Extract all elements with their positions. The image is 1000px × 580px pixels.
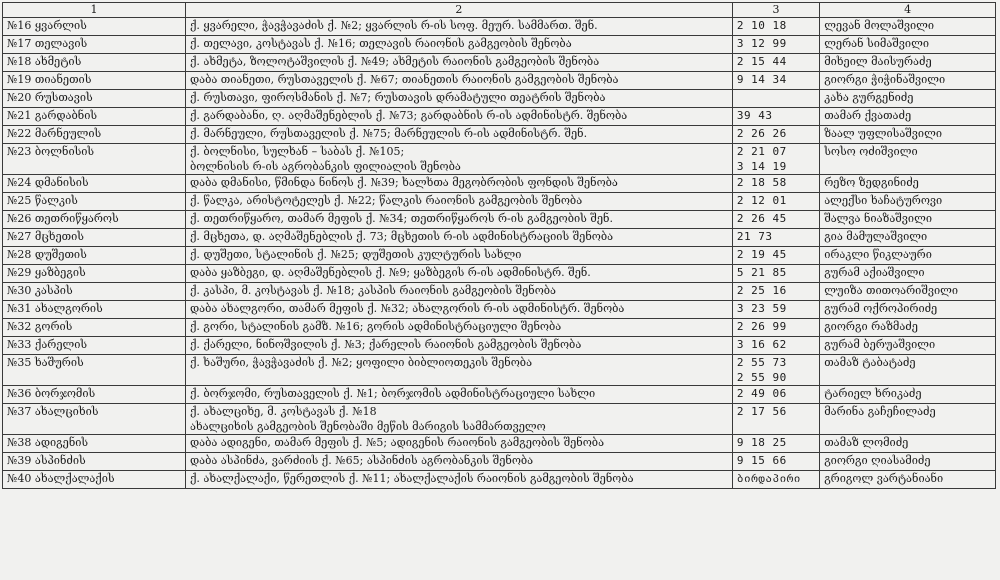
district-cell: №27 მცხეთის [3, 229, 186, 247]
chairperson-cell: გიორგი რაზმაძე [820, 319, 996, 337]
chairperson-cell: თამაზ ტაბატაძე [820, 355, 996, 386]
district-cell: №33 ქარელის [3, 337, 186, 355]
chairperson-cell: გრიგოლ ვარტანიანი [820, 471, 996, 489]
district-cell: №39 ასპინძის [3, 453, 186, 471]
address-cell [185, 247, 732, 265]
phone-cell [732, 36, 819, 54]
phone-number: 2 17 56 [736, 405, 787, 418]
phone-number: 39 43 [736, 109, 773, 122]
phone-number: 3 14 19 [736, 160, 787, 173]
district-cell: №21 გარდაბნის [3, 108, 186, 126]
district-cell: №23 ბოლნისის [3, 144, 186, 175]
address-line: ქ. წალკა, არისტოტელეს ქ. №22; წალკის რაიონის გამგეობის შენობა [189, 194, 583, 207]
phone-cell [732, 247, 819, 265]
phone-number: 9 15 66 [736, 454, 787, 467]
table-row [3, 265, 996, 283]
chairperson-cell: რეზო ზედგინიძე [820, 175, 996, 193]
chairperson-cell: გურამ ოქროპირიძე [820, 301, 996, 319]
chairperson-cell: შალვა ნიაზაშვილი [820, 211, 996, 229]
table-row [3, 36, 996, 54]
phone-cell [732, 355, 819, 386]
phone-number: 2 18 58 [736, 176, 787, 189]
chairperson-cell: გიორგი ღიასამიძე [820, 453, 996, 471]
address-line: ქ. ახალციხე, მ. კოსტავას ქ. №18 [189, 405, 377, 418]
table-row [3, 229, 996, 247]
address-cell [185, 229, 732, 247]
table-row [3, 108, 996, 126]
phone-cell [732, 435, 819, 453]
address-line: ქ. მარნეული, რუსთაველის ქ. №75; მარნეულის რ-ის ადმინისტრ. შენ. [189, 127, 588, 140]
phone-number: 3 12 99 [736, 37, 787, 50]
chairperson-cell: კახა გურგენიძე [820, 90, 996, 108]
district-cell: №24 დმანისის [3, 175, 186, 193]
phone-cell [732, 453, 819, 471]
phone-cell [732, 337, 819, 355]
district-cell: №36 ბორჯომის [3, 386, 186, 404]
column-header: 2 [185, 3, 732, 18]
table-row [3, 435, 996, 453]
address-line: ქ. გარდაბანი, ღ. აღმაშენებლის ქ. №73; გარდაბნის რ-ის ადმინისტრ. შენობა [189, 109, 628, 122]
column-number-row [3, 3, 996, 18]
table-row [3, 175, 996, 193]
district-cell: №16 ყვარლის [3, 18, 186, 36]
district-cell: №22 მარნეულის [3, 126, 186, 144]
chairperson-cell: ტარიელ ხრიკაძე [820, 386, 996, 404]
address-line: დაბა ასპინძა, ვარძიის ქ. №65; ასპინძის აგრობანკის შენობა [189, 454, 534, 467]
phone-number: ბირდაპირი [736, 472, 801, 485]
address-cell [185, 126, 732, 144]
phone-number: 2 55 73 [736, 356, 787, 369]
chairperson-cell: ლევან მოლაშვილი [820, 18, 996, 36]
phone-cell [732, 18, 819, 36]
phone-number: 2 49 06 [736, 387, 787, 400]
district-commission-table [2, 2, 996, 489]
address-line: დაბა ყაზბეგი, დ. აღმაშენებლის ქ. №9; ყაზბეგის რ-ის ადმინისტრ. შენ. [189, 266, 591, 279]
address-line: ახალციხის გამგეობის შენობაში მეწის მარიგის სამმართველო [189, 420, 546, 433]
address-cell [185, 453, 732, 471]
district-cell: №28 დუშეთის [3, 247, 186, 265]
table-row [3, 193, 996, 211]
phone-cell [732, 404, 819, 435]
table-row [3, 471, 996, 489]
address-cell [185, 471, 732, 489]
address-cell [185, 72, 732, 90]
phone-cell [732, 175, 819, 193]
address-cell [185, 108, 732, 126]
phone-number: 2 12 01 [736, 194, 787, 207]
table-row [3, 319, 996, 337]
phone-cell [732, 90, 819, 108]
address-line: ქ. ბოლნისი, სულხან – საბას ქ. №105; [189, 145, 405, 158]
phone-number: 2 25 16 [736, 284, 787, 297]
district-cell: №32 გორის [3, 319, 186, 337]
table-row [3, 90, 996, 108]
district-cell: №20 რუსთავის [3, 90, 186, 108]
table-row [3, 211, 996, 229]
address-cell [185, 211, 732, 229]
address-cell [185, 144, 732, 175]
address-line: დაბა ადიგენი, თამარ მეფის ქ. №5; ადიგენის რაიონის გამგეობის შენობა [189, 436, 605, 449]
address-line: ქ. მცხეთა, დ. აღმაშენებლის ქ. 73; მცხეთის რ-ის ადმინისტრაციის შენობა [189, 230, 614, 243]
address-cell [185, 175, 732, 193]
address-line: ქ. რუსთავი, ფიროსმანის ქ. №7; რუსთავის დრამატული თეატრის შენობა [189, 91, 606, 104]
phone-number: 2 15 44 [736, 55, 787, 68]
phone-cell [732, 72, 819, 90]
table-row [3, 126, 996, 144]
table-row [3, 453, 996, 471]
column-header: 3 [732, 3, 819, 18]
address-cell [185, 337, 732, 355]
chairperson-cell: სოსო ოძიშვილი [820, 144, 996, 175]
table-row [3, 283, 996, 301]
phone-number: 3 23 59 [736, 302, 787, 315]
district-cell: №30 კასპის [3, 283, 186, 301]
address-cell [185, 90, 732, 108]
chairperson-cell: ზაალ უფლისაშვილი [820, 126, 996, 144]
phone-cell [732, 54, 819, 72]
address-line: ქ. ქარელი, ნინოშვილის ქ. №3; ქარელის რაიონის გამგეობის შენობა [189, 338, 582, 351]
table-row [3, 386, 996, 404]
address-cell [185, 301, 732, 319]
table-row [3, 144, 996, 175]
table-row [3, 72, 996, 90]
district-cell: №31 ახალგორის [3, 301, 186, 319]
address-line: ქ. ახალქალაქი, წერეთლის ქ. №11; ახალქალაქის რაიონის გამგეობის შენობა [189, 472, 634, 485]
phone-number: 9 18 25 [736, 436, 787, 449]
address-line: დაბა ახალგორი, თამარ მეფის ქ. №32; ახალგორის რ-ის ადმინისტრ. შენობა [189, 302, 625, 315]
table-row [3, 337, 996, 355]
phone-cell [732, 319, 819, 337]
column-header: 1 [3, 3, 186, 18]
district-cell: №37 ახალციხის [3, 404, 186, 435]
column-header: 4 [820, 3, 996, 18]
chairperson-cell: ლერან სიმაშვილი [820, 36, 996, 54]
district-cell: №19 თიანეთის [3, 72, 186, 90]
address-line: ქ. ყვარელი, ჭავჭავაძის ქ. №2; ყვარლის რ-ის სოფ. მეურ. სამმართ. შენ. [189, 19, 598, 32]
chairperson-cell: მარინა გაჩეჩილაძე [820, 404, 996, 435]
address-cell [185, 265, 732, 283]
address-line: ქ. გორი, სტალინის გამზ. №16; გორის ადმინისტრაციული შენობა [189, 320, 562, 333]
chairperson-cell: ირაკლი წიკლაური [820, 247, 996, 265]
chairperson-cell: გურამ აქიაშვილი [820, 265, 996, 283]
table-row [3, 404, 996, 435]
address-cell [185, 18, 732, 36]
table-row [3, 355, 996, 386]
address-line: ქ. თელავი, კოსტავას ქ. №16; თელავის რაიონის გამგეობის შენობა [189, 37, 572, 50]
district-cell: №40 ახალქალაქის [3, 471, 186, 489]
phone-cell [732, 386, 819, 404]
district-cell: №35 ხაშურის [3, 355, 186, 386]
address-cell [185, 36, 732, 54]
phone-cell [732, 265, 819, 283]
address-cell [185, 54, 732, 72]
phone-cell [732, 211, 819, 229]
address-line: ქ. ბორჯომი, რუსთაველის ქ. №1; ბორჯომის ადმინისტრაციული სახლი [189, 387, 596, 400]
phone-number: 21 73 [736, 230, 773, 243]
chairperson-cell: თამარ ქვათაძე [820, 108, 996, 126]
address-cell [185, 404, 732, 435]
table-body [3, 18, 996, 489]
address-line: ქ. ხაშური, ჭავჭავაძის ქ. №2; ყოფილი ბიბლიოთეკის შენობა [189, 356, 533, 369]
chairperson-cell: გურამ ბერუაშვილი [820, 337, 996, 355]
district-cell: №26 თეთრიწყაროს [3, 211, 186, 229]
chairperson-cell: გია მამულაშვილი [820, 229, 996, 247]
phone-cell [732, 144, 819, 175]
phone-cell [732, 193, 819, 211]
address-cell [185, 386, 732, 404]
table-row [3, 301, 996, 319]
address-line: ბოლნისის რ-ის აგრობანკის ფილიალის შენობა [189, 160, 461, 173]
chairperson-cell: ალექსი ხაჩატუროვი [820, 193, 996, 211]
district-cell: №29 ყაზბეგის [3, 265, 186, 283]
address-cell [185, 319, 732, 337]
phone-number: 2 10 18 [736, 19, 787, 32]
table-row [3, 247, 996, 265]
phone-number: 2 21 07 [736, 145, 787, 158]
chairperson-cell: გიორგი ჭიჭინაშვილი [820, 72, 996, 90]
phone-cell [732, 471, 819, 489]
address-cell [185, 283, 732, 301]
table-row [3, 18, 996, 36]
address-line: დაბა დმანისი, წმინდა ნინოს ქ. №39; ხალხთა მეგობრობის ფონდის შენობა [189, 176, 618, 189]
phone-number: 2 55 90 [736, 371, 787, 384]
phone-cell [732, 283, 819, 301]
phone-cell [732, 301, 819, 319]
address-line: დაბა თიანეთი, რუსთაველის ქ. №67; თიანეთის რაიონის გამგეობის შენობა [189, 73, 619, 86]
phone-cell [732, 126, 819, 144]
district-cell: №18 ახმეტის [3, 54, 186, 72]
phone-number: 9 14 34 [736, 73, 787, 86]
district-cell: №17 თელავის [3, 36, 186, 54]
address-cell [185, 435, 732, 453]
district-cell: №38 ადიგენის [3, 435, 186, 453]
phone-number: 2 19 45 [736, 248, 787, 261]
district-cell: №25 წალკის [3, 193, 186, 211]
table-row [3, 54, 996, 72]
chairperson-cell: თამაზ ლომიძე [820, 435, 996, 453]
phone-number: 3 16 62 [736, 338, 787, 351]
phone-number: 2 26 45 [736, 212, 787, 225]
address-cell [185, 193, 732, 211]
address-line: ქ. კასპი, მ. კოსტავას ქ. №18; კასპის რაიონის გამგეობის შენობა [189, 284, 557, 297]
phone-number: 2 26 26 [736, 127, 787, 140]
phone-number: 5 21 85 [736, 266, 787, 279]
chairperson-cell: ლუიზა თითოარიშვილი [820, 283, 996, 301]
phone-cell [732, 229, 819, 247]
chairperson-cell: მიხეილ მაისურაძე [820, 54, 996, 72]
address-line: ქ. დუშეთი, სტალინის ქ. №25; დუშეთის კულტურის სახლი [189, 248, 522, 261]
address-line: ქ. თეთრიწყარო, თამარ მეფის ქ. №34; თეთრიწყაროს რ-ის გამგეობის შენ. [189, 212, 613, 225]
phone-cell [732, 108, 819, 126]
address-cell [185, 355, 732, 386]
address-line: ქ. ახმეტა, ზოლოტაშვილის ქ. №49; ახმეტის რაიონის გამგეობის შენობა [189, 55, 600, 68]
phone-number: 2 26 99 [736, 320, 787, 333]
